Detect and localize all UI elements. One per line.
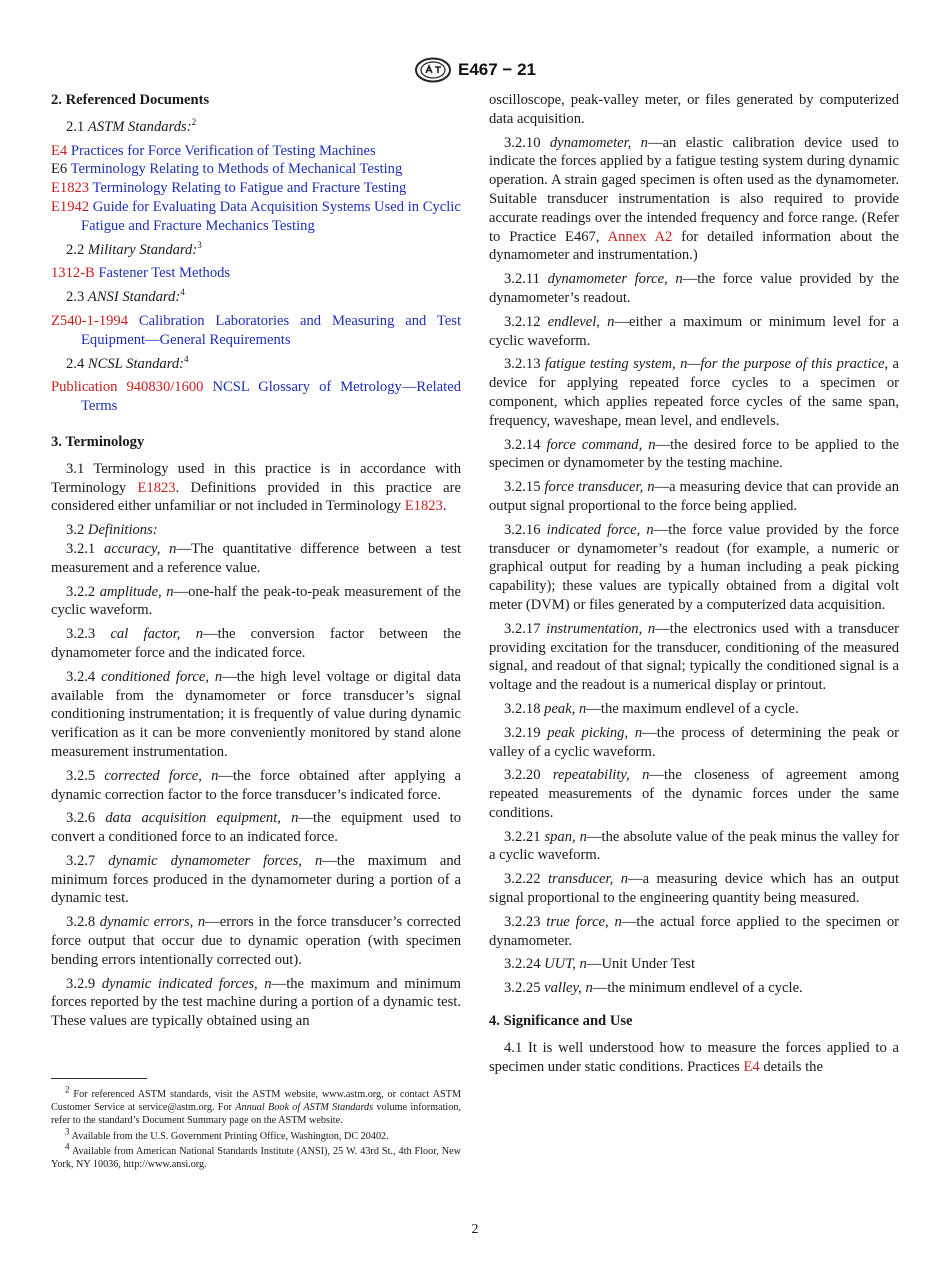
definition-term: fatigue testing system, n—for the purpose of this practice	[544, 356, 885, 373]
definition-term: force command, n	[546, 436, 656, 453]
definition-number: 3.2.4	[66, 668, 96, 685]
ref-code-link: E6	[51, 161, 68, 178]
definition-number: 3.2.14	[504, 436, 541, 453]
definition-term: accuracy, n	[104, 540, 177, 557]
ref-item	[51, 312, 461, 350]
ref-code-link[interactable]: Z540-1-1994	[51, 312, 129, 329]
ref-title-link[interactable]: Guide for Evaluating Data Acquisition Systems Used in Cyclic Fatigue and Fracture Mechanics Testing	[81, 198, 461, 234]
definition-term: dynamic indicated forces, n	[101, 975, 272, 992]
definition-text: —the high level voltage or digital data available from the dynamometer or force transducer’s signal conditioning instrumentation; it is frequently of value during dynamic verification as it can be more conveniently monitored by stand alone measurement instrumentation.	[51, 668, 462, 760]
definition-item: 3.2.13 fatigue testing system, n—for the purpose of this practice, a device for applying repeated force cycles to a specimen or component, which applies repeated force cycles of the same span, frequency, waveshape, mean level, and endlevels.	[489, 356, 899, 429]
astm-standards-list	[51, 142, 461, 236]
ref-title-link[interactable]: Terminology Relating to Fatigue and Fracture Testing	[92, 180, 407, 197]
definition-term: span, n	[544, 828, 587, 845]
definition-number: 3.2.18	[504, 700, 541, 717]
definition-item	[489, 766, 899, 822]
definition-item	[489, 828, 899, 866]
definitions-list-right-a	[489, 270, 899, 350]
footnotes	[51, 1078, 461, 1173]
definition-number: 3.2.22	[504, 871, 541, 888]
definition-number: 3.2.7	[66, 852, 96, 869]
definition-text: —the force obtained after applying a dynamic correction factor to the force transducer’s indicated force.	[51, 767, 461, 803]
section-3-heading: 3. Terminology	[51, 433, 145, 450]
definition-number: 3.2.15	[504, 479, 541, 496]
definition-term: amplitude, n	[99, 583, 174, 600]
para-3-1: 3.1 Terminology used in this practice is in accordance with Terminology E1823. Definitions provided in this practice are considered either unfamiliar or not included in Terminology E1823.	[51, 460, 462, 515]
definition-item	[51, 852, 461, 908]
definition-number: 3.2.1	[66, 540, 96, 557]
definition-item	[51, 668, 461, 762]
definition-text: —the minimum endlevel of a cycle.	[592, 980, 803, 997]
page-number: 2	[471, 1222, 479, 1237]
definition-number: 3.2.8	[66, 914, 96, 931]
para-4-1: 4.1 It is well understood how to measure the forces applied to a specimen under static conditions. Practices E4 details the	[489, 1039, 899, 1075]
definition-text: —the equipment used to convert a conditioned force to an indicated force.	[51, 810, 461, 846]
definition-item	[489, 478, 899, 516]
document-designation: E467 − 21	[458, 60, 536, 79]
astm-standards-label: ASTM Standards:	[87, 118, 192, 135]
definition-text: —the conversion factor between the dynamometer force and the indicated force.	[51, 626, 461, 661]
definition-term: valley, n	[544, 980, 593, 997]
definition-number: 3.2.3	[66, 626, 96, 643]
definition-text: —Unit Under Test	[586, 956, 696, 973]
astm-logo-icon	[414, 57, 452, 83]
ref-code-link[interactable]: E1942	[51, 198, 90, 215]
definitions-list-right-b	[489, 436, 899, 999]
definition-term: data acquisition equipment, n	[105, 810, 299, 827]
definition-text: —errors in the force transducer’s corrected force output that occur due to dynamic operation (with specimen bending errors intentionally corrected out).	[51, 914, 461, 968]
definition-number: 3.2.11	[504, 271, 540, 288]
definition-term: conditioned force, n	[101, 668, 223, 685]
definition-term: corrected force, n	[104, 767, 219, 784]
definition-term: UUT, n	[544, 956, 587, 973]
ref-item	[51, 264, 461, 283]
definition-text: —the process of determining the peak or valley of a cyclic waveform.	[489, 724, 900, 760]
definition-number: 3.2.20	[504, 767, 541, 784]
definition-term: cal factor, n	[110, 626, 203, 643]
definition-text: —the absolute value of the peak minus the valley for a cyclic waveform.	[489, 828, 899, 864]
ref-2-2: 2.2 Military Standard:$^3$	[66, 239, 202, 258]
definition-number: 3.2.21	[504, 828, 541, 845]
definition-item	[51, 975, 461, 1031]
definition-term: peak, n	[544, 700, 587, 717]
definition-number: 3.2.19	[504, 724, 541, 741]
definition-term: peak picking, n	[547, 724, 643, 741]
left-column	[51, 91, 461, 1036]
definition-item	[489, 700, 899, 719]
definition-item	[489, 521, 899, 615]
definition-text: —the actual force applied to the specimen or dynamometer.	[489, 913, 899, 949]
definition-item	[51, 809, 461, 847]
ref-title-link[interactable]: Terminology Relating to Methods of Mechanical Testing	[70, 161, 403, 178]
definition-text: —the maximum and minimum forces produced in the dynamometer during a portion of a dynamic test.	[51, 852, 461, 907]
ref-link[interactable]: E4	[743, 1058, 760, 1075]
definition-text: —a measuring device which has an output signal proportional to the engineering quantity being measured.	[489, 871, 899, 907]
definition-text: —one-half the peak-to-peak measurement of the cyclic waveform.	[51, 583, 461, 619]
definition-item	[489, 270, 899, 308]
footnote-divider	[51, 1078, 147, 1079]
ref-code-link[interactable]: 1312-B	[51, 265, 95, 282]
ref-2-3: 2.3 ANSI Standard:$^4$	[66, 287, 185, 306]
definition-text: —the force value provided by the dynamometer’s readout.	[489, 271, 900, 306]
definition-term: true force, n	[546, 913, 622, 930]
definition-term: dynamic dynamometer forces, n	[108, 852, 323, 869]
definition-text: —the maximum endlevel of a cycle.	[586, 700, 799, 717]
definition-number: 3.2.2	[66, 583, 96, 600]
definition-term: transducer, n	[547, 871, 629, 888]
definition-text: —the force value provided by the force transducer or dynamometer’s readout (for example, a numeric or graphical output for reading by a human including a peak picking capability); these values are typically obtained from a digital volt meter (DVM) or files generated by a computerized data acquisition.	[489, 521, 899, 613]
section-4-heading: 4. Significance and Use	[489, 1013, 633, 1030]
definition-item	[489, 436, 899, 474]
ref-item	[51, 198, 461, 236]
definition-item	[51, 625, 461, 663]
page-header	[0, 56, 950, 84]
definition-item	[489, 620, 899, 695]
definition-item	[51, 540, 461, 578]
definition-text: —the desired force to be applied to the specimen or dynamometer by the testing machine.	[489, 436, 899, 472]
definition-item	[51, 913, 461, 969]
definition-text: —The quantitative difference between a test measurement and a reference value.	[51, 540, 461, 576]
definition-item	[489, 955, 899, 974]
definitions-list-left	[51, 540, 461, 1031]
ref-code-link[interactable]: E4	[51, 142, 68, 159]
definition-text: —the maximum and minimum forces reported by the test machine during a portion of a dynamic test. These values are typically obtained using an	[51, 975, 461, 1030]
ref-title-link[interactable]: Calibration Laboratories and Measuring and Test Equipment—General Requirements	[81, 312, 462, 348]
ref-item	[51, 378, 461, 416]
section-2-heading: 2. Referenced Documents	[51, 92, 210, 108]
ref-item	[51, 179, 461, 198]
definition-item: 3.2.10 dynamometer, n—an elastic calibration device used to indicate the forces applied by a fatigue testing system during dynamic operation. A strain gaged specimen is often used as the dynamometer. Suitable transducer instrumentation is also required to provide accurate readings over the intended frequency and force range. (Refer to Practice E467, Annex A2 for detailed information about the dynamometer and instrumentation.)	[489, 134, 899, 264]
ref-2-4: 2.4 NCSL Standard:$^4$	[66, 353, 189, 372]
definition-text: —a measuring device that can provide an output signal proportional to the force being applied.	[489, 479, 899, 514]
definition-item	[489, 313, 899, 351]
definition-item	[51, 583, 461, 621]
ref-title-link[interactable]: NCSL Glossary of Metrology—Related Terms	[81, 379, 461, 415]
definition-item	[489, 870, 899, 908]
definition-number: 3.2.9	[66, 975, 96, 992]
ref-item	[51, 160, 461, 179]
continued-paragraph: oscilloscope, peak-valley meter, or files generated by computerized data acquisition.	[489, 92, 899, 127]
ref-link[interactable]: E1823	[404, 498, 443, 515]
ref-code-link[interactable]: E1823	[51, 180, 90, 197]
definition-text: —either a maximum or minimum level for a cyclic waveform.	[489, 313, 899, 349]
definition-item	[489, 724, 899, 762]
definition-term: dynamometer force, n	[547, 271, 683, 288]
ref-2-1: 2.1 ASTM Standards:$^2$	[66, 116, 197, 135]
definition-number: 3.2.24	[504, 956, 541, 973]
definition-text: —the closeness of agreement among repeated measurements of the dynamic forces under the same conditions.	[489, 767, 899, 821]
ref-link[interactable]: E1823	[137, 479, 176, 496]
definition-number: 3.2.16	[504, 521, 541, 538]
definition-term: dynamic errors, n	[99, 914, 206, 931]
ref-code-link[interactable]: Publication 940830/1600	[51, 379, 204, 396]
right-column	[489, 91, 899, 1081]
definition-item	[489, 913, 899, 951]
definition-term: dynamometer, n	[549, 134, 648, 151]
definition-number: 3.2.6	[66, 810, 96, 827]
definition-item	[51, 767, 461, 805]
definition-number: 3.2.25	[504, 980, 541, 997]
definition-term: endlevel, n	[547, 313, 615, 330]
ref-title-link[interactable]: Practices for Force Verification of Testing Machines	[70, 142, 376, 159]
definition-number: 3.2.17	[504, 620, 541, 637]
ref-item	[51, 142, 461, 161]
footnote-4: $^4$ Available from American National Standards Institute (ANSI), 25 W. 43rd St., 4th Floor, New York, NY 10036, http://www.ansi.org.	[51, 1141, 461, 1171]
definition-term: force transducer, n	[544, 479, 655, 496]
annex-link[interactable]: Annex A2	[607, 228, 673, 245]
definition-number: 3.2.5	[66, 767, 96, 784]
definition-text: —the electronics used with a transducer providing excitation for the transducer, conditioning of the measured signal, and readout of that signal; typically the conditioned signal is a voltage and the readout is a numerical display or printout.	[489, 620, 899, 694]
ref-title-link[interactable]: Fastener Test Methods	[98, 265, 231, 282]
definition-number: 3.2.12	[504, 313, 541, 330]
footnote-2: $^2$ For referenced ASTM standards, visit the ASTM website, www.astm.org, or contact ASTM Customer Service at service@astm.org. For Annual Book of ASTM Standards volume information, refer to the standard’s Document Summary page on the ASTM website.	[51, 1084, 461, 1127]
para-3-2: 3.2 Definitions:	[66, 522, 158, 539]
footnote-3: $^3$ Available from the U.S. Government Printing Office, Washington, DC 20402.	[65, 1126, 389, 1142]
definition-number: 3.2.23	[504, 913, 541, 930]
definition-term: indicated force, n	[546, 521, 654, 538]
definition-term: repeatability, n	[552, 767, 650, 784]
definition-item	[489, 979, 899, 998]
definition-term: instrumentation, n	[546, 620, 656, 637]
